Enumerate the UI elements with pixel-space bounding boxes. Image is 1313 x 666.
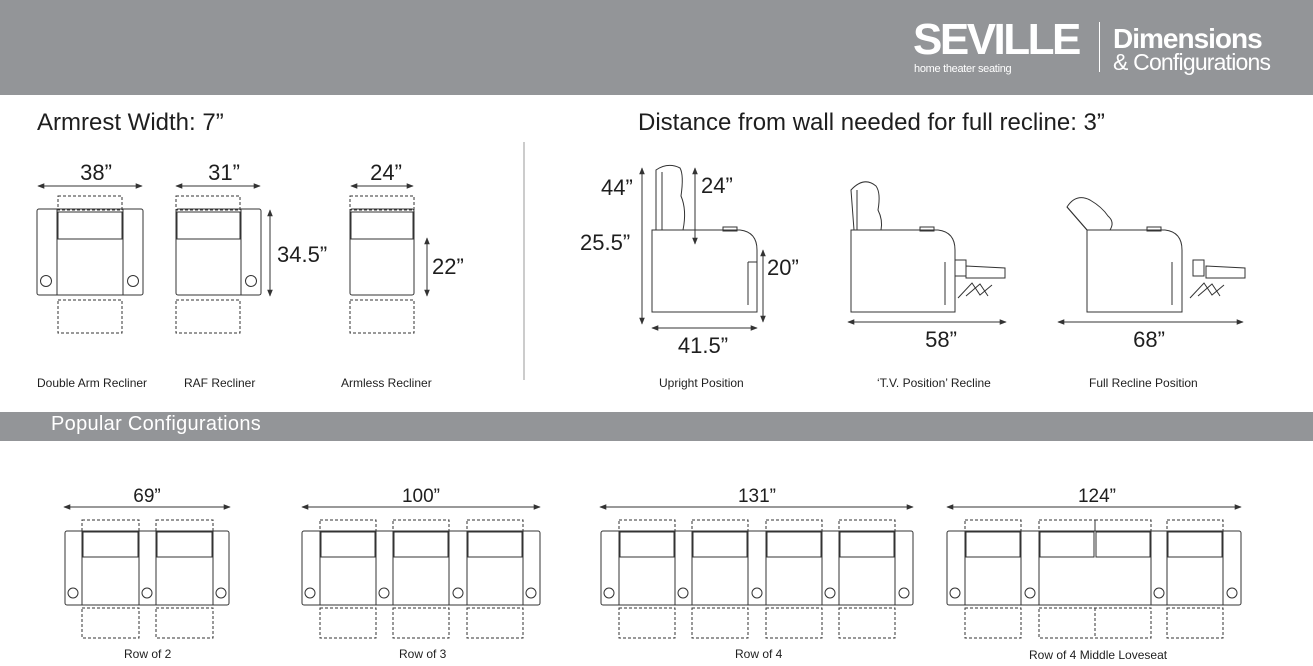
raf-recliner-top-view — [176, 186, 270, 333]
brand-logo: SEVILLE — [913, 15, 1079, 64]
row-of-2-width-label: 69” — [133, 486, 161, 507]
armless-caption: Armless Recliner — [341, 376, 432, 390]
row-of-2-caption: Row of 2 — [124, 647, 172, 661]
upright-height-label: 44” — [601, 175, 633, 200]
upright-arm-height-label: 20” — [767, 255, 799, 280]
double-arm-caption: Double Arm Recliner — [37, 376, 148, 390]
header-title: Dimensions — [1113, 23, 1262, 54]
raf-width-label: 31” — [208, 160, 240, 185]
tv-depth-label: 58” — [925, 327, 957, 352]
armless-width-label: 24” — [370, 160, 402, 185]
row-of-3-config — [302, 507, 540, 638]
recline-distance-heading: Distance from wall needed for full recline: 3” — [638, 109, 1105, 136]
armrest-width-heading: Armrest Width: 7” — [37, 109, 224, 136]
double-arm-width-label: 38” — [80, 160, 112, 185]
upright-caption: Upright Position — [659, 376, 744, 390]
row-of-4-width-label: 131” — [737, 486, 777, 507]
row-of-2-config — [64, 507, 230, 638]
raf-depth-label: 34.5” — [277, 242, 328, 267]
popular-configurations-title: Popular Configurations — [51, 413, 262, 435]
row-of-3-caption: Row of 3 — [399, 647, 447, 661]
upright-back-height-label: 24” — [701, 173, 733, 198]
full-recline-caption: Full Recline Position — [1089, 376, 1198, 390]
armless-seat-depth-label: 22” — [432, 254, 464, 279]
brand-subtitle: home theater seating — [914, 63, 1012, 75]
double-arm-recliner-top-view — [37, 186, 143, 333]
header-subtitle: & Configurations — [1113, 49, 1271, 75]
tv-caption: ‘T.V. Position’ Recline — [877, 376, 991, 390]
upright-depth-label: 41.5” — [677, 333, 729, 358]
raf-caption: RAF Recliner — [184, 376, 256, 390]
row-of-4-loveseat-width-label: 124” — [1077, 486, 1117, 507]
row-of-3-width-label: 100” — [401, 486, 441, 507]
row-of-4-config — [600, 507, 913, 638]
upright-seat-height-label: 25.5” — [580, 230, 631, 255]
tv-position-side-view — [848, 182, 1006, 322]
row-of-4-caption: Row of 4 — [735, 647, 783, 661]
armless-recliner-top-view — [350, 186, 427, 333]
row-of-4-loveseat-config — [947, 507, 1241, 638]
full-depth-label: 68” — [1133, 327, 1165, 352]
full-recline-side-view — [1058, 198, 1245, 322]
row-of-4-loveseat-caption: Row of 4 Middle Loveseat — [1029, 648, 1168, 662]
